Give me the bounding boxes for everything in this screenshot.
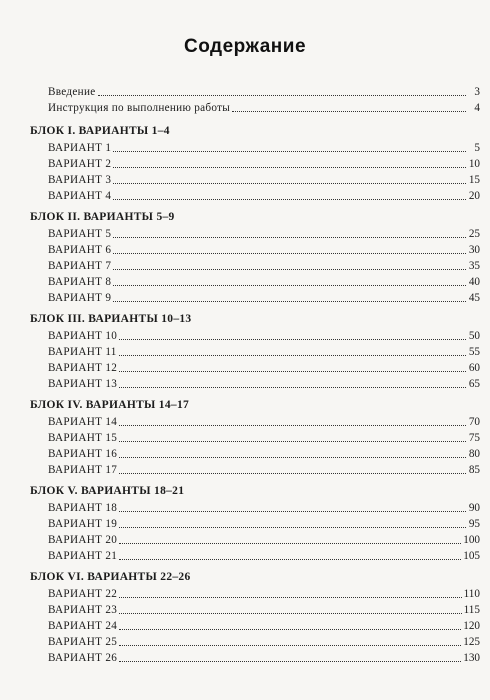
- dot-leader: [119, 424, 466, 426]
- dot-leader: [119, 644, 461, 646]
- toc-entry[interactable]: [30, 274, 480, 290]
- dot-leader: [113, 268, 466, 270]
- dot-leader: [119, 370, 466, 372]
- dot-leader: [113, 150, 466, 152]
- toc-entry[interactable]: [30, 446, 480, 462]
- dot-leader: [119, 354, 466, 356]
- entry-label: ВАРИАНТ 11: [48, 346, 117, 358]
- entry-page-number: 55: [468, 346, 480, 358]
- dot-leader: [119, 456, 466, 458]
- block-heading[interactable]: БЛОК VI. ВАРИАНТЫ 22–26: [30, 571, 191, 583]
- entry-label: ВАРИАНТ 4: [48, 190, 112, 202]
- dot-leader: [119, 596, 462, 598]
- entry-page-number: 50: [468, 330, 480, 342]
- intro-group: [30, 84, 480, 116]
- toc-entry[interactable]: [30, 618, 480, 634]
- toc-entry[interactable]: [30, 242, 480, 258]
- toc-entry[interactable]: [30, 634, 480, 650]
- entry-label: ВАРИАНТ 19: [48, 518, 118, 530]
- toc-entry[interactable]: [30, 586, 480, 602]
- toc-entry[interactable]: [30, 430, 480, 446]
- dot-leader: [119, 472, 466, 474]
- entry-page-number: 70: [468, 416, 480, 428]
- dot-leader: [119, 440, 466, 442]
- entry-label: ВАРИАНТ 16: [48, 448, 118, 460]
- entry-label: ВАРИАНТ 10: [48, 330, 118, 342]
- entry-page-number: 3: [474, 86, 480, 98]
- page-title: Содержание: [183, 36, 307, 57]
- toc-entry[interactable]: [30, 414, 480, 430]
- entry-page-number: 125: [463, 636, 480, 648]
- toc-entry[interactable]: [30, 516, 480, 532]
- toc-entry[interactable]: [30, 226, 480, 242]
- toc-entry[interactable]: [30, 344, 480, 360]
- entry-page-number: 40: [468, 276, 480, 288]
- block-heading[interactable]: БЛОК IV. ВАРИАНТЫ 14–17: [30, 399, 190, 411]
- entry-label: ВАРИАНТ 25: [48, 636, 118, 648]
- toc-entry[interactable]: [30, 328, 480, 344]
- dot-leader: [113, 300, 466, 302]
- block-heading[interactable]: БЛОК V. ВАРИАНТЫ 18–21: [30, 485, 185, 497]
- dot-leader: [119, 660, 461, 662]
- entry-label: ВАРИАНТ 14: [48, 416, 118, 428]
- toc-entry[interactable]: [30, 258, 480, 274]
- table-of-contents: [30, 84, 480, 666]
- toc-block-1: [30, 122, 480, 204]
- entry-label: ВАРИАНТ 12: [48, 362, 118, 374]
- entry-page-number: 5: [474, 142, 480, 154]
- entry-label: ВАРИАНТ 22: [48, 588, 118, 600]
- dot-leader: [119, 526, 466, 528]
- entry-page-number: 80: [468, 448, 480, 460]
- entry-label: Введение: [48, 86, 96, 98]
- toc-entry[interactable]: [30, 376, 480, 392]
- entry-label: ВАРИАНТ 15: [48, 432, 118, 444]
- toc-entry[interactable]: [30, 188, 480, 204]
- dot-leader: [113, 284, 466, 286]
- entry-label: ВАРИАНТ 6: [48, 244, 112, 256]
- entry-label: ВАРИАНТ 26: [48, 652, 118, 664]
- toc-entry[interactable]: [30, 290, 480, 306]
- toc-entry[interactable]: [30, 650, 480, 666]
- entry-label: ВАРИАНТ 21: [48, 550, 118, 562]
- entry-page-number: 75: [468, 432, 480, 444]
- entry-label: ВАРИАНТ 17: [48, 464, 118, 476]
- dot-leader: [98, 94, 467, 96]
- dot-leader: [119, 542, 461, 544]
- toc-entry[interactable]: [30, 140, 480, 156]
- entry-label: ВАРИАНТ 1: [48, 142, 112, 154]
- block-heading[interactable]: БЛОК I. ВАРИАНТЫ 1–4: [30, 125, 170, 137]
- dot-leader: [113, 182, 466, 184]
- entry-page-number: 130: [463, 652, 480, 664]
- toc-entry-introduction[interactable]: [30, 84, 480, 100]
- dot-leader: [119, 558, 461, 560]
- entry-label: ВАРИАНТ 24: [48, 620, 118, 632]
- entry-label: Инструкция по выполнению работы: [48, 102, 231, 114]
- entry-page-number: 20: [468, 190, 480, 202]
- entry-label: ВАРИАНТ 3: [48, 174, 112, 186]
- toc-entry[interactable]: [30, 172, 480, 188]
- entry-page-number: 15: [468, 174, 480, 186]
- toc-block-3: [30, 310, 480, 392]
- dot-leader: [113, 252, 466, 254]
- toc-entry[interactable]: [30, 156, 480, 172]
- entry-page-number: 65: [468, 378, 480, 390]
- toc-entry[interactable]: [30, 462, 480, 478]
- entry-page-number: 90: [468, 502, 480, 514]
- toc-entry-instructions[interactable]: [30, 100, 480, 116]
- dot-leader: [113, 166, 466, 168]
- toc-entry[interactable]: [30, 602, 480, 618]
- entry-label: ВАРИАНТ 13: [48, 378, 118, 390]
- toc-entry[interactable]: [30, 360, 480, 376]
- toc-block-2: [30, 208, 480, 306]
- entry-page-number: 105: [463, 550, 480, 562]
- block-heading[interactable]: БЛОК III. ВАРИАНТЫ 10–13: [30, 313, 192, 325]
- dot-leader: [119, 612, 462, 614]
- entry-page-number: 45: [468, 292, 480, 304]
- entry-label: ВАРИАНТ 7: [48, 260, 112, 272]
- entry-page-number: 35: [468, 260, 480, 272]
- entry-label: ВАРИАНТ 9: [48, 292, 112, 304]
- entry-page-number: 10: [468, 158, 480, 170]
- entry-page-number: 30: [468, 244, 480, 256]
- entry-label: ВАРИАНТ 2: [48, 158, 112, 170]
- toc-block-4: [30, 396, 480, 478]
- entry-label: ВАРИАНТ 20: [48, 534, 118, 546]
- dot-leader: [232, 110, 466, 112]
- block-heading[interactable]: БЛОК II. ВАРИАНТЫ 5–9: [30, 211, 175, 223]
- entry-page-number: 100: [463, 534, 480, 546]
- entry-page-number: 25: [468, 228, 480, 240]
- entry-label: ВАРИАНТ 18: [48, 502, 118, 514]
- entry-label: ВАРИАНТ 23: [48, 604, 118, 616]
- dot-leader: [119, 628, 461, 630]
- entry-page-number: 85: [468, 464, 480, 476]
- dot-leader: [119, 510, 466, 512]
- dot-leader: [119, 338, 466, 340]
- entry-page-number: 115: [463, 604, 480, 616]
- entry-page-number: 110: [463, 588, 480, 600]
- entry-page-number: 60: [468, 362, 480, 374]
- entry-label: ВАРИАНТ 5: [48, 228, 112, 240]
- toc-entry[interactable]: [30, 532, 480, 548]
- entry-page-number: 4: [474, 102, 480, 114]
- dot-leader: [113, 198, 466, 200]
- entry-page-number: 95: [468, 518, 480, 530]
- entry-label: ВАРИАНТ 8: [48, 276, 112, 288]
- toc-block-5: [30, 482, 480, 564]
- toc-entry[interactable]: [30, 500, 480, 516]
- toc-block-6: [30, 568, 480, 666]
- toc-entry[interactable]: [30, 548, 480, 564]
- dot-leader: [113, 236, 466, 238]
- dot-leader: [119, 386, 466, 388]
- entry-page-number: 120: [463, 620, 480, 632]
